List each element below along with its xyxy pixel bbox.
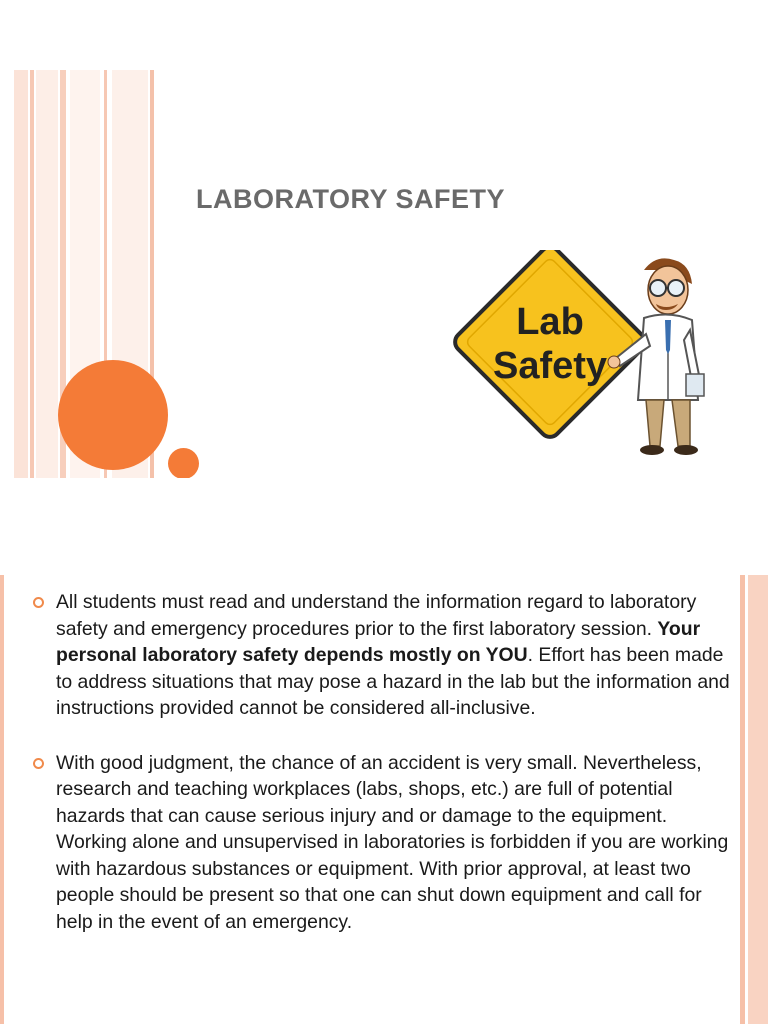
bullet-circle-icon	[33, 597, 44, 608]
decorative-stripe	[36, 70, 58, 478]
bullet-circle-icon	[33, 758, 44, 769]
bullet-text-segment: All students must read and understand the information regard to laboratory safety and emergency procedures prior to the first laboratory session.	[56, 591, 697, 640]
title-slide	[0, 70, 768, 478]
decorative-circle-large	[58, 360, 168, 470]
decorative-circle-small	[168, 448, 199, 478]
bullet-text-segment: With good judgment, the chance of an accident is very small. Nevertheless, research and teaching workplaces (labs, shops, etc.) are full of potential hazards that can cause serious injury and or damage to the equipment. Working alone and unsupervised in laboratories is forbidden if you are working with hazardous substances or equipment. With prior approval, at least two people should be present so that one can shut down equipment and call for help in the event of an emergency.	[56, 751, 729, 933]
bullet-item	[26, 750, 738, 936]
bullet-text-segment: . Effort has been made to address situations that may pose a hazard in the lab but the information and instructions provided cannot be considered all-inclusive.	[56, 644, 730, 719]
decorative-stripe	[30, 70, 34, 478]
scientist-icon	[608, 258, 704, 455]
bullet-list	[26, 589, 738, 963]
bullet-text-emphasis: Your personal laboratory safety depends mostly on YOU	[56, 617, 701, 666]
bullet-item	[26, 589, 738, 722]
slide-title: LABORATORY SAFETY	[196, 184, 506, 214]
sign-text-line2: Safety	[492, 345, 608, 387]
lab-safety-illustration	[438, 250, 710, 462]
sign-text-line1: Lab	[516, 301, 584, 343]
decorative-stripe	[14, 70, 28, 478]
decorative-stripe	[748, 575, 768, 1024]
decorative-stripe	[0, 575, 4, 1024]
decorative-stripe	[740, 575, 745, 1024]
content-slide	[0, 575, 768, 1024]
warning-sign-icon	[451, 250, 649, 441]
bullet-text	[56, 750, 738, 936]
bullet-text	[56, 589, 738, 722]
